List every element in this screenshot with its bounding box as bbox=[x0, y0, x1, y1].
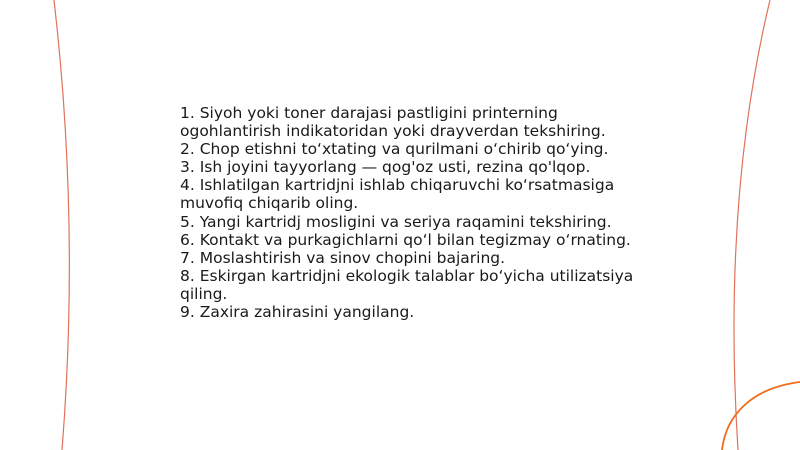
list-item: 8. Eskirgan kartridjni ekologik talablar bo‘yicha utilizatsiya qiling. bbox=[180, 266, 634, 303]
list-item: 1. Siyoh yoki toner darajasi pastligini printerning ogohlantirish indikatoridan yoki drayverdan tekshiring. bbox=[180, 104, 606, 141]
list-item: 7. Moslashtirish va sinov chopini bajaring. bbox=[180, 248, 506, 267]
list-item: 2. Chop etishni to‘xtating va qurilmani o‘chirib qo‘ying. bbox=[180, 140, 609, 159]
right-curve-line bbox=[734, 0, 770, 450]
list-item: 4. Ishlatilgan kartridjni ishlab chiqaruvchi ko‘rsatmasiga muvofiq chiqarib oling. bbox=[180, 176, 615, 213]
list-item: 9. Zaxira zahirasini yangilang. bbox=[180, 303, 415, 322]
list-item: 3. Ish joyini tayyorlang — qog'oz usti, rezina qo'lqop. bbox=[180, 158, 591, 177]
orange-arc-accent bbox=[722, 382, 800, 450]
list-item: 5. Yangi kartridj mosligini va seriya raqamini tekshiring. bbox=[180, 212, 612, 231]
instruction-list bbox=[180, 104, 640, 321]
list-item: 6. Kontakt va purkagichlarni qo‘l bilan tegizmay o‘rnating. bbox=[180, 230, 631, 249]
left-curve-line bbox=[54, 0, 69, 450]
